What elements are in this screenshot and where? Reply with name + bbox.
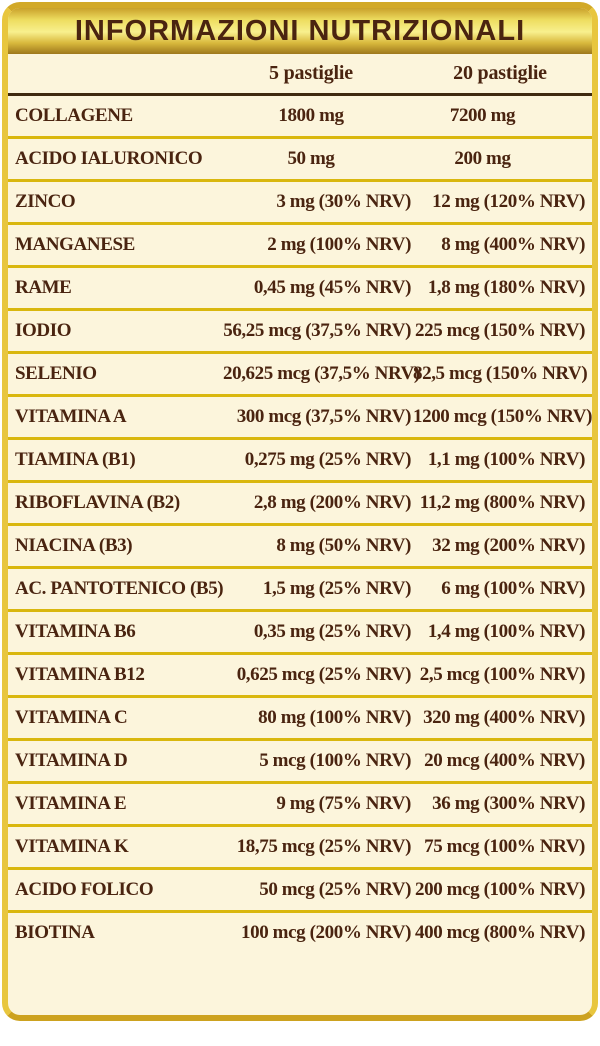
table-row xyxy=(8,825,592,868)
value-20-pastiglie: 12 mg (120% NRV) xyxy=(432,190,585,212)
table-row xyxy=(8,481,592,524)
value-5-pastiglie: 9 mg (75% NRV) xyxy=(276,792,411,814)
value-20-pastiglie: 2,5 mcg (100% NRV) xyxy=(419,663,585,685)
nutrient-name: RIBOFLAVINA (B2) xyxy=(15,491,180,513)
table-title: INFORMAZIONI NUTRIZIONALI xyxy=(74,14,526,47)
value-20-pastiglie: 225 mcg (150% NRV) xyxy=(415,319,585,341)
value-5-pastiglie: 300 mcg (37,5% NRV) xyxy=(236,405,411,427)
value-20-pastiglie: 400 mcg (800% NRV) xyxy=(415,922,585,944)
table-title-band xyxy=(8,8,592,54)
table-row xyxy=(8,696,592,739)
value-20-pastiglie: 11,2 mg (800% NRV) xyxy=(419,491,585,513)
nutrient-name: AC. PANTOTENICO (B5) xyxy=(15,577,224,599)
value-20-pastiglie: 200 mg xyxy=(454,147,511,169)
table-row xyxy=(8,653,592,696)
value-5-pastiglie: 0,625 mcg (25% NRV) xyxy=(236,663,411,685)
value-5-pastiglie: 0,35 mg (25% NRV) xyxy=(253,620,411,642)
value-20-pastiglie: 1200 mcg (150% NRV) xyxy=(413,405,593,427)
value-20-pastiglie: 8 mg (400% NRV) xyxy=(441,233,585,255)
empty-header-cell xyxy=(8,54,223,94)
nutrient-name: BIOTINA xyxy=(15,922,95,944)
nutrient-name: VITAMINA K xyxy=(15,835,129,857)
value-20-pastiglie: 32 mg (200% NRV) xyxy=(432,534,585,556)
value-5-pastiglie: 2 mg (100% NRV) xyxy=(267,233,411,255)
value-20-pastiglie: 320 mg (400% NRV) xyxy=(423,706,585,728)
table-row xyxy=(8,524,592,567)
value-5-pastiglie: 56,25 mcg (37,5% NRV) xyxy=(223,319,411,341)
value-20-pastiglie: 7200 mg xyxy=(449,104,516,126)
nutrient-name: VITAMINA E xyxy=(15,792,127,814)
nutrient-name: ACIDO IALURONICO xyxy=(15,147,203,169)
value-5-pastiglie: 0,275 mg (25% NRV) xyxy=(244,448,411,470)
nutrient-name: TIAMINA (B1) xyxy=(15,448,136,470)
nutrient-name: SELENIO xyxy=(15,362,97,384)
value-5-pastiglie: 18,75 mcg (25% NRV) xyxy=(236,835,411,857)
nutrient-name: VITAMINA B6 xyxy=(15,620,136,642)
table-row xyxy=(8,137,592,180)
value-5-pastiglie: 50 mg xyxy=(287,147,335,169)
value-5-pastiglie: 80 mg (100% NRV) xyxy=(258,706,411,728)
value-5-pastiglie: 1800 mg xyxy=(278,104,344,126)
nutrient-name: MANGANESE xyxy=(15,233,135,255)
table-row xyxy=(8,180,592,223)
table-row xyxy=(8,266,592,309)
table-row xyxy=(8,395,592,438)
value-5-pastiglie: 0,45 mg (45% NRV) xyxy=(253,276,411,298)
table-row xyxy=(8,782,592,825)
nutrition-table-card xyxy=(2,2,598,1021)
nutrient-name: ACIDO FOLICO xyxy=(15,878,154,900)
table-row xyxy=(8,352,592,395)
table-row xyxy=(8,567,592,610)
value-5-pastiglie: 20,625 mcg (37,5% NRV) xyxy=(223,362,420,384)
value-5-pastiglie: 1,5 mg (25% NRV) xyxy=(262,577,411,599)
table-row xyxy=(8,610,592,653)
nutrient-name: RAME xyxy=(15,276,72,298)
value-20-pastiglie: 75 mcg (100% NRV) xyxy=(424,835,585,857)
value-20-pastiglie: 82,5 mcg (150% NRV) xyxy=(413,362,588,384)
value-5-pastiglie: 50 mcg (25% NRV) xyxy=(259,878,411,900)
table-row xyxy=(8,309,592,352)
nutrition-table xyxy=(8,54,592,954)
value-5-pastiglie: 3 mg (30% NRV) xyxy=(276,190,411,212)
nutrient-name: VITAMINA D xyxy=(15,749,128,771)
nutrient-name: ZINCO xyxy=(15,190,76,212)
value-20-pastiglie: 6 mg (100% NRV) xyxy=(441,577,585,599)
value-20-pastiglie: 1,4 mg (100% NRV) xyxy=(427,620,585,642)
table-row xyxy=(8,739,592,782)
column-header-row xyxy=(8,54,592,94)
value-20-pastiglie: 36 mg (300% NRV) xyxy=(432,792,585,814)
nutrient-name: COLLAGENE xyxy=(15,104,133,126)
value-20-pastiglie: 200 mcg (100% NRV) xyxy=(415,878,585,900)
column-header-5-pastiglie: 5 pastiglie xyxy=(269,61,353,84)
value-5-pastiglie: 2,8 mg (200% NRV) xyxy=(253,491,411,513)
value-20-pastiglie: 1,8 mg (180% NRV) xyxy=(427,276,585,298)
nutrient-name: VITAMINA A xyxy=(15,405,127,427)
value-20-pastiglie: 20 mcg (400% NRV) xyxy=(424,749,585,771)
nutrient-name: VITAMINA C xyxy=(15,706,128,728)
table-row xyxy=(8,868,592,911)
table-row xyxy=(8,94,592,137)
value-5-pastiglie: 8 mg (50% NRV) xyxy=(276,534,411,556)
value-20-pastiglie: 1,1 mg (100% NRV) xyxy=(427,448,585,470)
table-row xyxy=(8,223,592,266)
value-5-pastiglie: 5 mcg (100% NRV) xyxy=(259,749,411,771)
value-5-pastiglie: 100 mcg (200% NRV) xyxy=(241,922,411,944)
nutrient-name: IODIO xyxy=(15,319,72,341)
nutrient-name: VITAMINA B12 xyxy=(15,663,145,685)
table-row xyxy=(8,911,592,954)
column-header-20-pastiglie: 20 pastiglie xyxy=(453,61,547,84)
table-row xyxy=(8,438,592,481)
nutrient-name: NIACINA (B3) xyxy=(15,534,133,556)
